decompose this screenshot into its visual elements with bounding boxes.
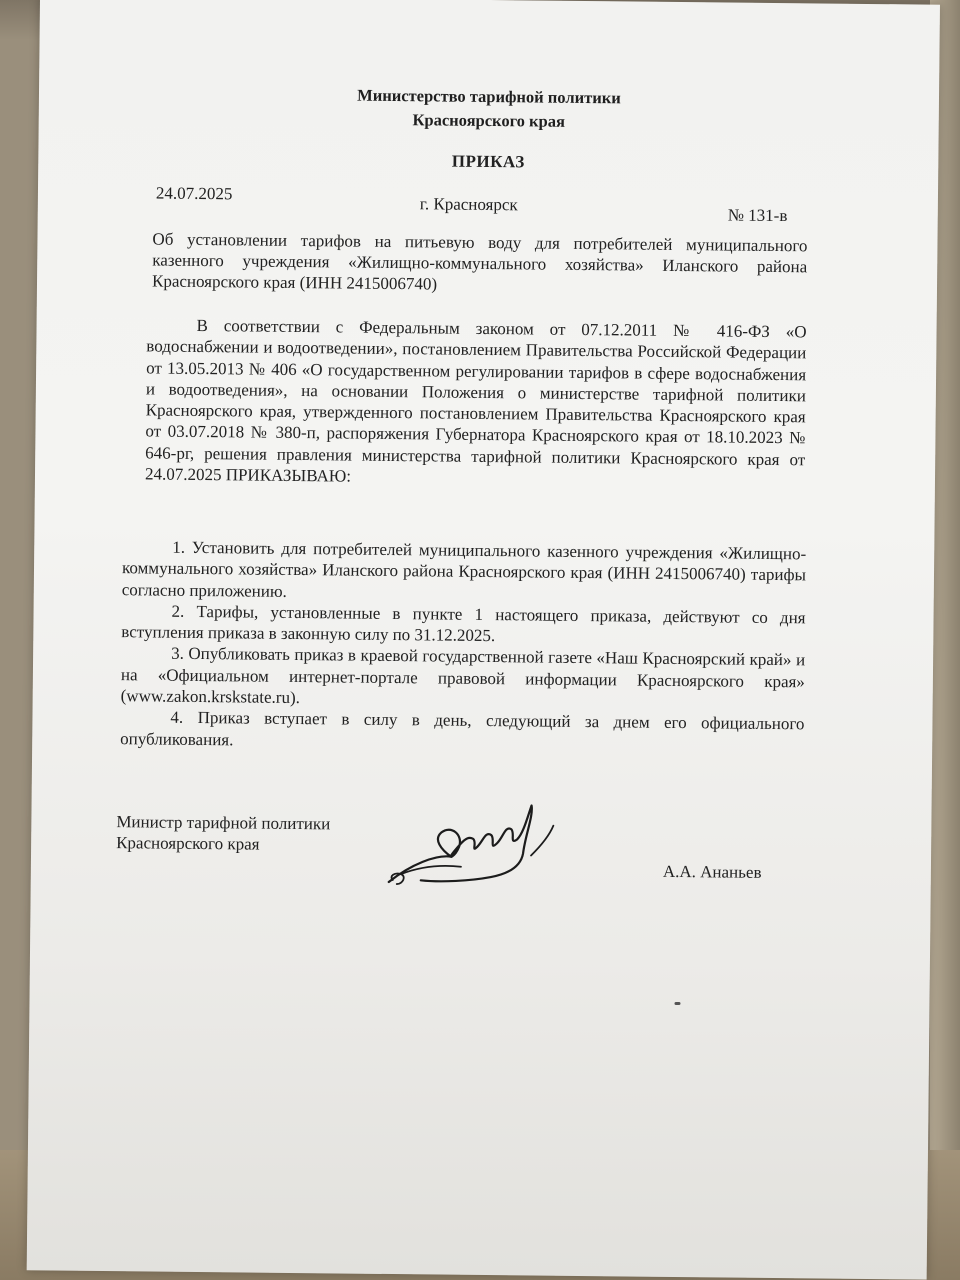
signatory-position-line1: Министр тарифной политики [116, 812, 331, 834]
order-date: 24.07.2025 [155, 183, 233, 204]
document-title: ПРИКАЗ [451, 151, 525, 172]
order-preamble: В соответствии с Федеральным законом от 07.12.2011 № 416-ФЗ «О водоснабжении и водоотведении», постановлением Правительства Российской Федерации от 13.05.2013 № 406 «О государственном регулировании тарифов в сфере водоснабжения и водоотведения», на основании Положения о министерстве тарифной политики Красноярского края, утвержденного постановлением Правительства Красноярского края от 03.07.2018 № 380-п, распоряжения Губернатора Красноярского края от 18.10.2023 № 646-рг, решения правления министерства тарифной политики Красноярского края от 24.07.2025 ПРИКАЗЫВАЮ: [144, 315, 807, 486]
signatory-position-line2: Красноярского края [116, 833, 260, 854]
order-items [120, 536, 806, 756]
order-number: № 131-в [727, 205, 788, 226]
signatory-name: А.А. Ананьев [662, 861, 762, 882]
handwritten-signature [381, 794, 562, 896]
order-item-4: 4. Приказ вступает в силу в день, следующий за днем его официального опубликования. [120, 708, 805, 750]
header-ministry: Министерство тарифной политики [357, 85, 621, 108]
order-item-1: 1. Установить для потребителей муниципального казенного учреждения «Жилищно-коммунального хозяйства» Иланского района Красноярского края (ИНН 2415006740) тарифы согласно приложению. [121, 537, 807, 601]
order-item-3: 3. Опубликовать приказ в краевой государственной газете «Наш Красноярский край» и на «Официальном интернет-портале правовой информации Красноярского края» (www.zakon.krskstate.ru). [120, 644, 806, 708]
order-item-2: 2. Тарифы, установленные в пункте 1 настоящего приказа, действуют со дня вступления приказа в законную силу по 31.12.2025. [121, 601, 806, 646]
document-header [39, 80, 939, 137]
header-region: Красноярского края [412, 110, 566, 131]
document-sheet [27, 0, 940, 1280]
order-city: г. Красноярск [419, 194, 518, 215]
paper-mark [674, 1002, 680, 1005]
order-subject: Об установлении тарифов на питьевую воду для потребителей муниципального казенного учреждения «Жилищно-коммунального хозяйства» Иланского района Красноярского края (ИНН 2415006740) [151, 229, 808, 294]
signatory-position [116, 811, 330, 855]
